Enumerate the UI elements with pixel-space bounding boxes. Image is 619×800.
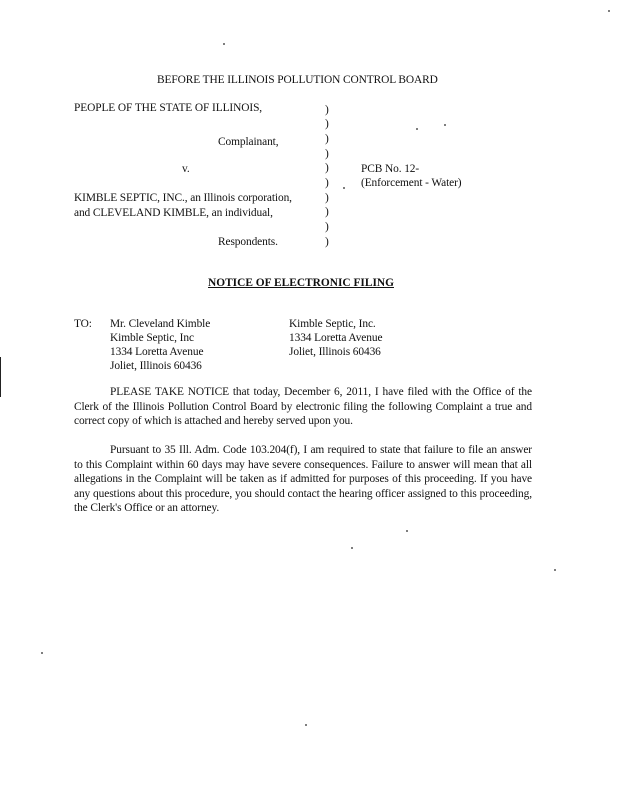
caption-paren: ) (325, 162, 329, 174)
scan-speck (608, 10, 610, 12)
scan-speck (444, 124, 446, 126)
notice-title: NOTICE OF ELECTRONIC FILING (208, 277, 394, 289)
notice-paragraph-1: PLEASE TAKE NOTICE that today, December 6, 2011, I have filed with the Office of the Clerk of the Illinois Pollution Control Board by electronic filing the following Complaint a true and correct copy of which is attached and hereby served upon you. (74, 386, 532, 428)
defendant-line-2: and CLEVELAND KIMBLE, an individual, (74, 207, 273, 219)
scan-speck (351, 547, 353, 549)
recipient-2-line: 1334 Loretta Avenue (289, 332, 383, 344)
caption-paren: ) (325, 133, 329, 145)
scan-speck (305, 724, 307, 726)
scan-speck (223, 43, 225, 45)
case-number: PCB No. 12- (361, 163, 420, 175)
scan-speck (343, 187, 345, 189)
scan-edge-mark (0, 357, 1, 397)
recipient-1-line: Mr. Cleveland Kimble (110, 318, 211, 330)
scan-speck (416, 128, 418, 130)
notice-paragraph-2: Pursuant to 35 Ill. Adm. Code 103.204(f), I am required to state that failure to file an answer to this Complaint within 60 days may have severe consequences. Failure to answer will mean that all allegations in the Complaint will be taken as if admitted for purposes of this proceeding. If you have any questions about this procedure, you should contact the hearing officer assigned to this proceeding, the Clerk's Office or an attorney. (74, 444, 532, 515)
scan-speck (554, 569, 556, 571)
recipient-1-line: 1334 Loretta Avenue (110, 346, 204, 358)
scan-speck (41, 652, 43, 654)
scan-speck (406, 530, 408, 532)
recipient-1-line: Kimble Septic, Inc (110, 332, 194, 344)
recipient-2-line: Joliet, Illinois 60436 (289, 346, 381, 358)
caption-paren: ) (325, 192, 329, 204)
recipient-1-line: Joliet, Illinois 60436 (110, 360, 202, 372)
caption-paren: ) (325, 236, 329, 248)
defendant-line-1: KIMBLE SEPTIC, INC., an Illinois corporation, (74, 192, 292, 204)
caption-paren: ) (325, 177, 329, 189)
caption-paren: ) (325, 104, 329, 116)
caption-paren: ) (325, 206, 329, 218)
board-heading: BEFORE THE ILLINOIS POLLUTION CONTROL BOARD (157, 74, 438, 86)
case-type: (Enforcement - Water) (361, 177, 462, 189)
plaintiff-name: PEOPLE OF THE STATE OF ILLINOIS, (74, 102, 263, 114)
to-label: TO: (74, 318, 92, 330)
caption-paren: ) (325, 221, 329, 233)
respondents-label: Respondents. (218, 236, 278, 248)
recipient-2-line: Kimble Septic, Inc. (289, 318, 376, 330)
versus-label: v. (182, 163, 190, 175)
caption-paren: ) (325, 118, 329, 130)
complainant-label: Complainant, (218, 136, 279, 148)
caption-paren: ) (325, 148, 329, 160)
